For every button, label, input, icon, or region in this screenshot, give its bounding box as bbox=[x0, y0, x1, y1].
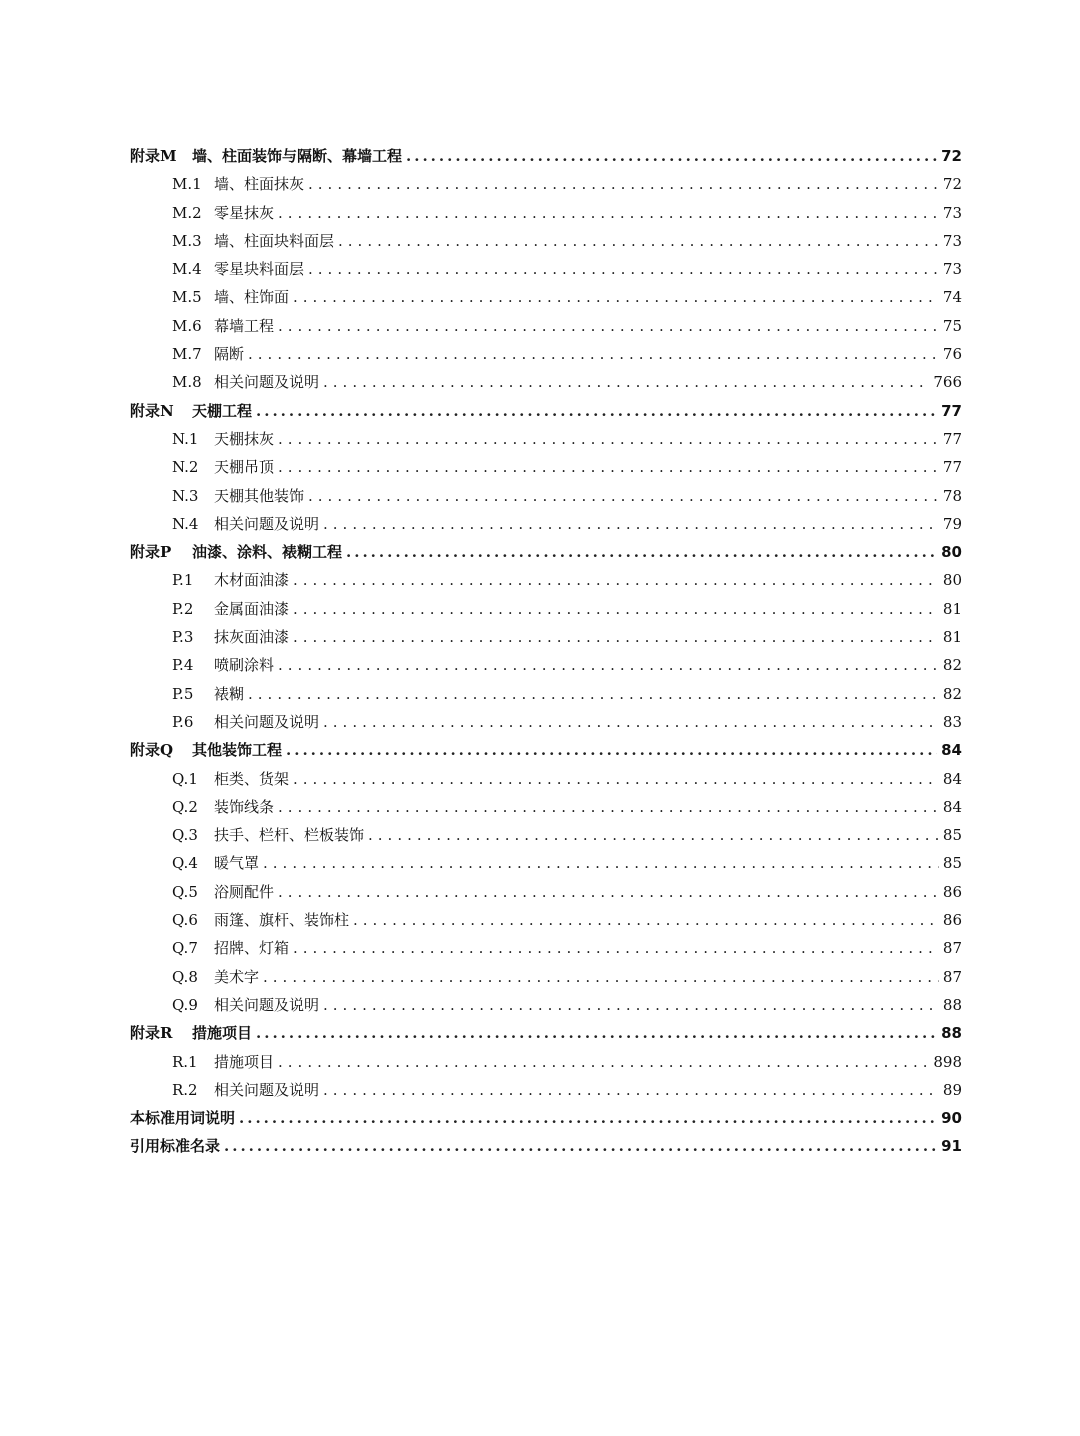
toc-section-17[interactable] bbox=[130, 623, 962, 651]
toc-section-27[interactable] bbox=[130, 906, 962, 934]
toc-dot-leader bbox=[248, 340, 939, 368]
toc-entry-title: 暖气罩 bbox=[214, 854, 260, 873]
toc-entry-page: 72 bbox=[942, 175, 962, 194]
toc-entry-page: 82 bbox=[942, 684, 962, 703]
toc-entry-title: 裱糊 bbox=[214, 684, 245, 703]
toc-section-2[interactable] bbox=[130, 199, 962, 227]
toc-entry-page: 77 bbox=[942, 458, 962, 477]
toc-entry-page: 87 bbox=[942, 967, 962, 986]
toc-entry-page: 84 bbox=[942, 769, 962, 788]
toc-section-32[interactable] bbox=[130, 1048, 962, 1076]
toc-entry-number: 附录P bbox=[130, 543, 172, 562]
toc-section-4[interactable] bbox=[130, 255, 962, 283]
toc-entry-page: 76 bbox=[942, 345, 962, 364]
toc-entry-title: 扶手、栏杆、栏板装饰 bbox=[214, 826, 365, 845]
toc-entry-page: 84 bbox=[941, 741, 962, 760]
toc-section-1[interactable] bbox=[130, 170, 962, 198]
toc-section-7[interactable] bbox=[130, 340, 962, 368]
toc-entry-title: 木材面油漆 bbox=[214, 571, 290, 590]
toc-dot-leader bbox=[278, 453, 939, 481]
toc-section-12[interactable] bbox=[130, 482, 962, 510]
toc-entry-number: R.2 bbox=[172, 1080, 198, 1099]
toc-entry-page: 73 bbox=[942, 231, 962, 250]
toc-entry-page: 82 bbox=[942, 656, 962, 675]
toc-entry-number: P.5 bbox=[172, 684, 194, 703]
toc-entry-title: 油漆、涂料、裱糊工程 bbox=[192, 543, 343, 562]
toc-entry-title: 幕墙工程 bbox=[214, 316, 275, 335]
toc-entry-page: 73 bbox=[942, 203, 962, 222]
toc-entry-page: 88 bbox=[942, 995, 962, 1014]
toc-entry-title: 天棚吊顶 bbox=[214, 458, 275, 477]
toc-dot-leader bbox=[256, 397, 937, 425]
toc-entry-page: 85 bbox=[942, 826, 962, 845]
toc-entry-page: 79 bbox=[942, 514, 962, 533]
toc-section-13[interactable] bbox=[130, 510, 962, 538]
toc-entry-title: 墙、柱面装饰与隔断、幕墙工程 bbox=[192, 147, 403, 165]
toc-entry-title: 浴厕配件 bbox=[214, 882, 275, 901]
toc-section-30[interactable] bbox=[130, 991, 962, 1019]
toc-dot-leader bbox=[263, 963, 939, 991]
toc-section-18[interactable] bbox=[130, 651, 962, 679]
toc-entry-number: 附录M bbox=[130, 147, 177, 165]
toc-entry-number: Q.9 bbox=[172, 995, 198, 1014]
toc-entry-number: 附录Q bbox=[130, 741, 174, 760]
toc-entry-number: M.2 bbox=[172, 203, 202, 222]
toc-entry-number: N.3 bbox=[172, 486, 199, 505]
toc-section-25[interactable] bbox=[130, 849, 962, 877]
toc-entry-page: 84 bbox=[942, 797, 962, 816]
toc-entry-number: Q.4 bbox=[172, 854, 198, 873]
toc-dot-leader bbox=[278, 1048, 929, 1076]
toc-dot-leader bbox=[323, 708, 939, 736]
toc-entry-page: 81 bbox=[942, 599, 962, 618]
toc-dot-leader bbox=[323, 991, 939, 1019]
toc-entry-title: 本标准用词说明 bbox=[130, 1109, 236, 1128]
toc-section-22[interactable] bbox=[130, 765, 962, 793]
toc-entry-title: 其他装饰工程 bbox=[192, 741, 283, 760]
toc-section-16[interactable] bbox=[130, 595, 962, 623]
toc-dot-leader bbox=[323, 368, 929, 396]
toc-section-33[interactable] bbox=[130, 1076, 962, 1104]
toc-entry-title: 隔断 bbox=[214, 345, 245, 364]
toc-entry-page: 75 bbox=[942, 316, 962, 335]
toc-entry-page: 73 bbox=[942, 260, 962, 279]
toc-entry-page: 86 bbox=[942, 882, 962, 901]
toc-entry-page: 77 bbox=[941, 401, 962, 420]
toc-dot-leader bbox=[278, 651, 939, 679]
toc-entry-page: 83 bbox=[942, 712, 962, 731]
toc-dot-leader bbox=[323, 1076, 939, 1104]
toc-entry-title: 天棚其他装饰 bbox=[214, 486, 305, 505]
toc-entry-number: P.2 bbox=[172, 599, 194, 618]
toc-entry-page: 86 bbox=[942, 911, 962, 930]
toc-entry-title: 天棚工程 bbox=[192, 401, 253, 420]
toc-entry-number: N.1 bbox=[172, 429, 199, 448]
toc-dot-leader bbox=[293, 283, 939, 311]
toc-section-19[interactable] bbox=[130, 680, 962, 708]
toc-section-10[interactable] bbox=[130, 425, 962, 453]
toc-entry-title: 金属面油漆 bbox=[214, 599, 290, 618]
toc-dot-leader bbox=[323, 510, 939, 538]
toc-entry-number: P.1 bbox=[172, 571, 194, 590]
toc-entry-number: Q.3 bbox=[172, 826, 198, 845]
toc-entry-number: 附录R bbox=[130, 1024, 173, 1043]
toc-dot-leader bbox=[278, 425, 939, 453]
toc-entry-number: Q.1 bbox=[172, 769, 198, 788]
toc-entry-number: N.4 bbox=[172, 514, 199, 533]
toc-entry-title: 招牌、灯箱 bbox=[214, 939, 290, 958]
toc-entry-title: 墙、柱饰面 bbox=[214, 288, 290, 307]
toc-entry-page: 85 bbox=[942, 854, 962, 873]
toc-entry-number: P.3 bbox=[172, 628, 194, 647]
toc-entry-number: P.4 bbox=[172, 656, 194, 675]
toc-entry-number: Q.6 bbox=[172, 911, 198, 930]
toc-dot-leader bbox=[293, 765, 939, 793]
toc-section-24[interactable] bbox=[130, 821, 962, 849]
toc-section-23[interactable] bbox=[130, 793, 962, 821]
toc-entry-title: 措施项目 bbox=[214, 1052, 275, 1071]
toc-entry-title: 墙、柱面抹灰 bbox=[214, 175, 305, 194]
toc-dot-leader bbox=[338, 227, 939, 255]
toc-entry-page: 77 bbox=[942, 429, 962, 448]
toc-entry-page: 91 bbox=[941, 1137, 962, 1156]
toc-entry-number: M.5 bbox=[172, 288, 202, 307]
toc-entry-number: M.6 bbox=[172, 316, 202, 335]
toc-entry-page: 72 bbox=[941, 147, 962, 165]
toc-entry-number: M.8 bbox=[172, 373, 202, 392]
toc-dot-leader bbox=[256, 1019, 937, 1047]
toc-dot-leader bbox=[308, 482, 939, 510]
toc-entry-page: 87 bbox=[942, 939, 962, 958]
toc-entry-title: 相关问题及说明 bbox=[214, 373, 320, 392]
toc-entry-number: Q.5 bbox=[172, 882, 198, 901]
toc-entry-number: M.7 bbox=[172, 345, 202, 364]
toc-dot-leader bbox=[278, 312, 939, 340]
table-of-contents bbox=[130, 142, 962, 1161]
toc-entry-page: 80 bbox=[941, 543, 962, 562]
toc-entry-title: 墙、柱面块料面层 bbox=[214, 231, 335, 250]
toc-section-29[interactable] bbox=[130, 963, 962, 991]
toc-dot-leader bbox=[368, 821, 939, 849]
toc-chapter-9[interactable] bbox=[130, 397, 962, 425]
toc-section-8[interactable] bbox=[130, 368, 962, 396]
toc-entry-number: M.4 bbox=[172, 260, 202, 279]
toc-entry-title: 喷刷涂料 bbox=[214, 656, 275, 675]
toc-dot-leader bbox=[286, 736, 937, 764]
toc-entry-number: M.3 bbox=[172, 231, 202, 250]
toc-dot-leader bbox=[308, 170, 939, 198]
toc-section-11[interactable] bbox=[130, 453, 962, 481]
toc-chapter-35[interactable] bbox=[130, 1132, 962, 1160]
toc-section-6[interactable] bbox=[130, 312, 962, 340]
toc-entry-page: 88 bbox=[941, 1024, 962, 1043]
toc-entry-title: 相关问题及说明 bbox=[214, 514, 320, 533]
toc-entry-number: R.1 bbox=[172, 1052, 198, 1071]
toc-chapter-21[interactable] bbox=[130, 736, 962, 764]
toc-section-26[interactable] bbox=[130, 878, 962, 906]
toc-chapter-14[interactable] bbox=[130, 538, 962, 566]
toc-entry-title: 引用标准名录 bbox=[130, 1137, 221, 1156]
toc-entry-title: 天棚抹灰 bbox=[214, 429, 275, 448]
toc-entry-page: 74 bbox=[942, 288, 962, 307]
toc-dot-leader bbox=[278, 878, 939, 906]
toc-entry-page: 898 bbox=[933, 1052, 962, 1071]
toc-dot-leader bbox=[293, 934, 939, 962]
toc-dot-leader bbox=[263, 849, 939, 877]
toc-dot-leader bbox=[293, 595, 939, 623]
toc-section-20[interactable] bbox=[130, 708, 962, 736]
toc-entry-title: 美术字 bbox=[214, 967, 260, 986]
toc-entry-title: 柜类、货架 bbox=[214, 769, 290, 788]
toc-section-28[interactable] bbox=[130, 934, 962, 962]
toc-dot-leader bbox=[248, 680, 939, 708]
toc-entry-number: Q.8 bbox=[172, 967, 198, 986]
toc-dot-leader bbox=[239, 1104, 937, 1132]
toc-entry-title: 装饰线条 bbox=[214, 797, 275, 816]
toc-entry-title: 抹灰面油漆 bbox=[214, 628, 290, 647]
toc-entry-title: 相关问题及说明 bbox=[214, 1080, 320, 1099]
toc-section-5[interactable] bbox=[130, 283, 962, 311]
toc-dot-leader bbox=[293, 566, 939, 594]
toc-dot-leader bbox=[278, 199, 939, 227]
toc-dot-leader bbox=[353, 906, 939, 934]
toc-entry-number: Q.2 bbox=[172, 797, 198, 816]
toc-entry-page: 80 bbox=[942, 571, 962, 590]
toc-entry-page: 81 bbox=[942, 628, 962, 647]
toc-entry-title: 零星块料面层 bbox=[214, 260, 305, 279]
toc-entry-title: 措施项目 bbox=[192, 1024, 253, 1043]
toc-entry-title: 相关问题及说明 bbox=[214, 995, 320, 1014]
toc-entry-title: 相关问题及说明 bbox=[214, 712, 320, 731]
toc-chapter-34[interactable] bbox=[130, 1104, 962, 1132]
toc-entry-page: 90 bbox=[941, 1109, 962, 1128]
toc-dot-leader bbox=[406, 142, 937, 170]
toc-entry-title: 零星抹灰 bbox=[214, 203, 275, 222]
toc-entry-number: P.6 bbox=[172, 712, 194, 731]
toc-dot-leader bbox=[278, 793, 939, 821]
toc-entry-number: N.2 bbox=[172, 458, 199, 477]
toc-dot-leader bbox=[346, 538, 937, 566]
toc-entry-number: M.1 bbox=[172, 175, 202, 194]
toc-entry-title: 雨篷、旗杆、装饰柱 bbox=[214, 911, 350, 930]
toc-entry-page: 78 bbox=[942, 486, 962, 505]
toc-dot-leader bbox=[224, 1132, 937, 1160]
toc-dot-leader bbox=[293, 623, 939, 651]
toc-section-15[interactable] bbox=[130, 566, 962, 594]
toc-section-3[interactable] bbox=[130, 227, 962, 255]
toc-chapter-0[interactable] bbox=[130, 142, 962, 170]
toc-entry-page: 89 bbox=[942, 1080, 962, 1099]
toc-entry-number: 附录N bbox=[130, 401, 174, 420]
toc-entry-page: 766 bbox=[933, 373, 962, 392]
toc-entry-number: Q.7 bbox=[172, 939, 198, 958]
toc-dot-leader bbox=[308, 255, 939, 283]
toc-chapter-31[interactable] bbox=[130, 1019, 962, 1047]
